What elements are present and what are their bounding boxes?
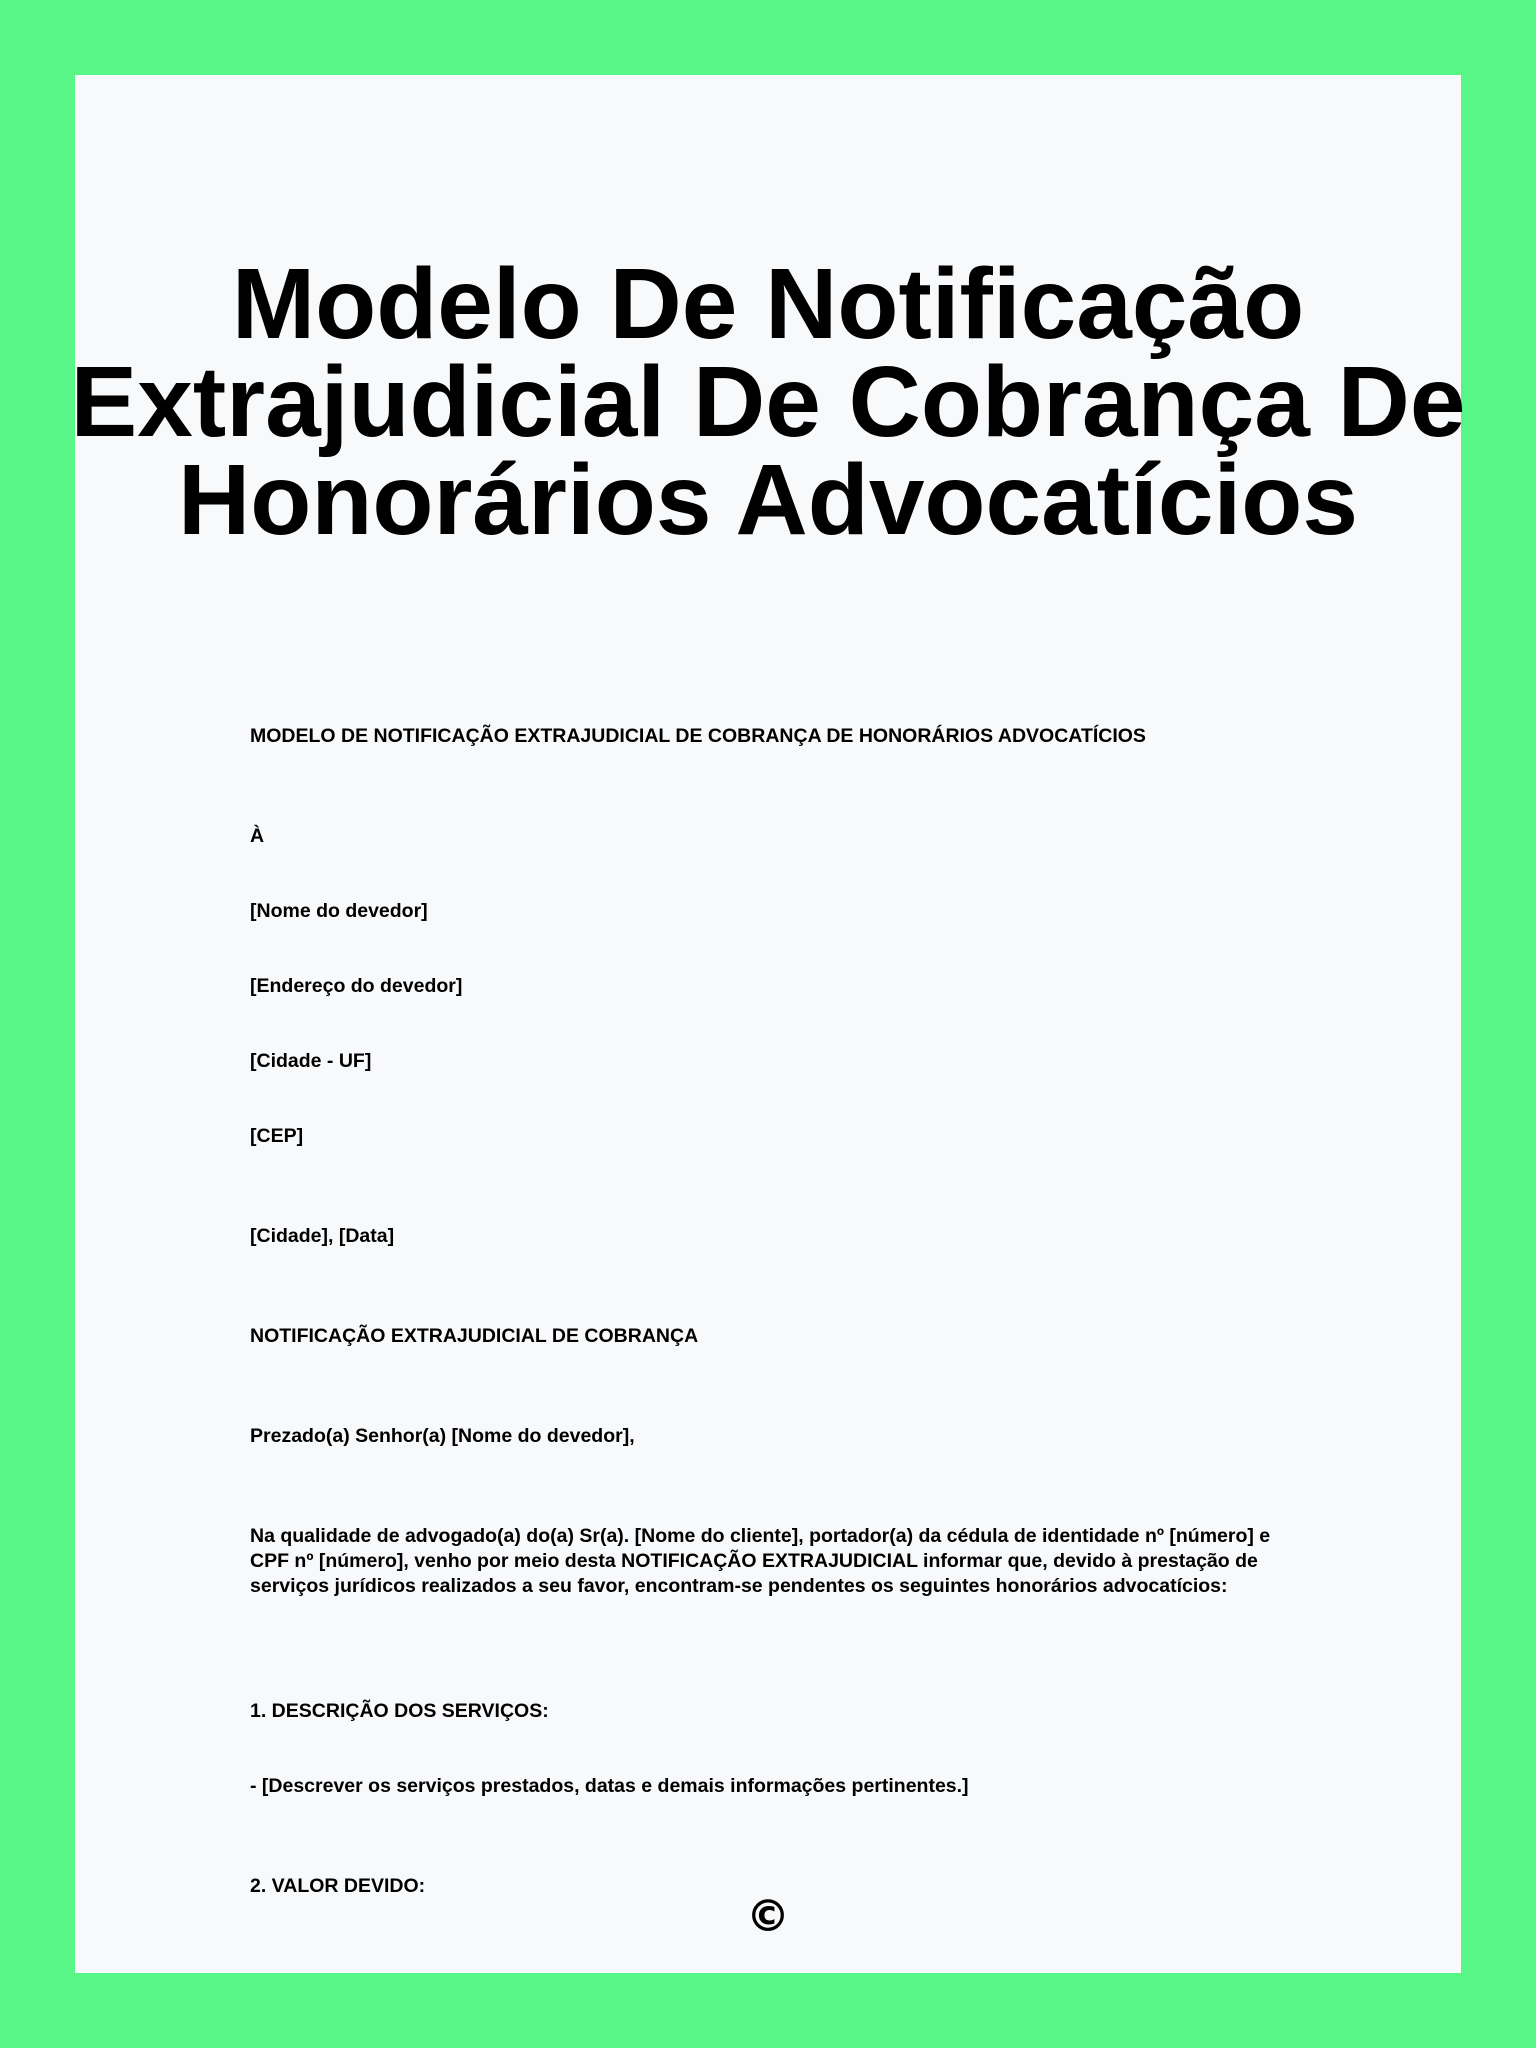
- city-state: [Cidade - UF]: [250, 1050, 372, 1072]
- section-1-body: - [Descrever os serviços prestados, datas e demais informações pertinentes.]: [250, 1775, 969, 1797]
- debtor-name: [Nome do devedor]: [250, 900, 428, 922]
- intro-paragraph: Na qualidade de advogado(a) do(a) Sr(a). [Nome do cliente], portador(a) da cédula de identidade nº [número] e CPF nº [número], venho por meio desta NOTIFICAÇÃO EXTRAJUDICIAL informar que, devido à prestação de serviços jurídicos realizados a seu favor, encontram-se pendentes os seguintes honorários advocatícios:: [250, 1525, 1271, 1597]
- section-1-title: 1. DESCRIÇÃO DOS SERVIÇOS:: [250, 1700, 549, 1722]
- page-title: Modelo De Notificação Extrajudicial De Cobrança De Honorários Advocatícios: [70, 248, 1466, 556]
- document-page: [70, 75, 1466, 1973]
- debtor-address: [Endereço do devedor]: [250, 975, 463, 997]
- place-date: [Cidade], [Data]: [250, 1225, 395, 1247]
- section-2-title: 2. VALOR DEVIDO:: [250, 1875, 426, 1897]
- recipient-prefix: À: [250, 825, 265, 847]
- zip-code: [CEP]: [250, 1125, 304, 1147]
- salutation: Prezado(a) Senhor(a) [Nome do devedor],: [250, 1425, 635, 1447]
- copyright-icon: ©: [746, 1891, 790, 1942]
- notice-title: NOTIFICAÇÃO EXTRAJUDICIAL DE COBRANÇA: [250, 1325, 699, 1347]
- document-heading: MODELO DE NOTIFICAÇÃO EXTRAJUDICIAL DE COBRANÇA DE HONORÁRIOS ADVOCATÍCIOS: [250, 725, 1146, 747]
